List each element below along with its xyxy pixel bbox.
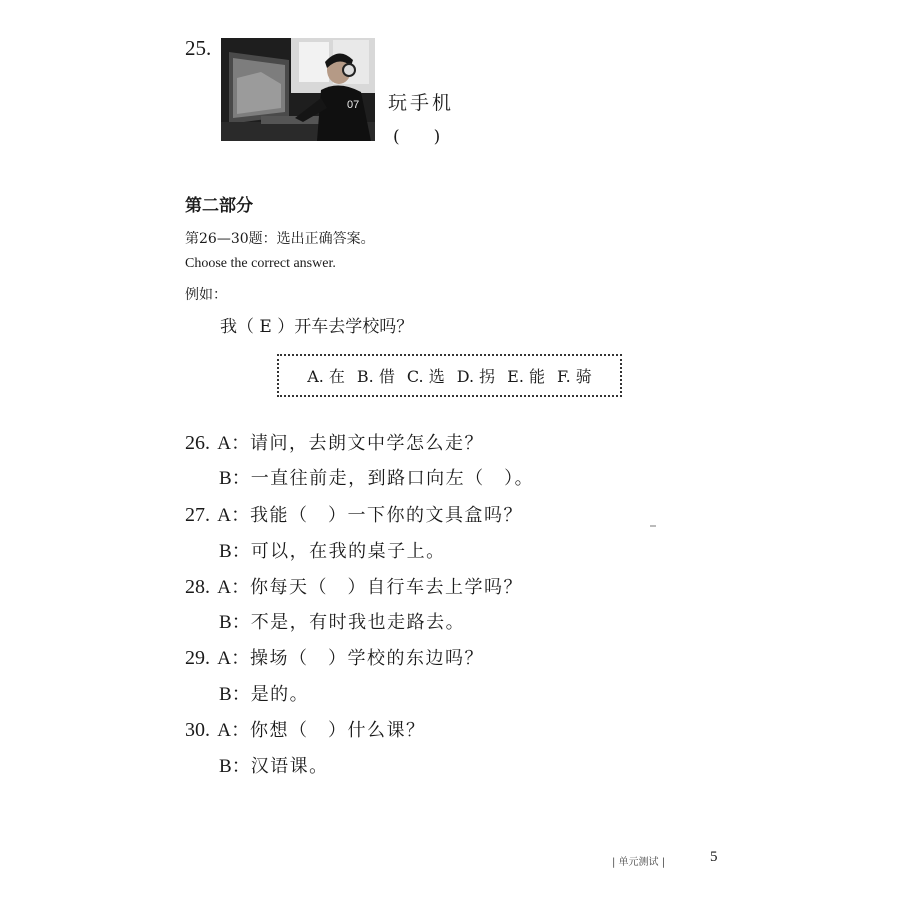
photo-illustration bbox=[221, 38, 375, 141]
question-number: 26. bbox=[185, 432, 210, 454]
question-text: 你想（ ）什么课？ bbox=[249, 720, 426, 741]
option-e: E. 能 bbox=[507, 367, 546, 386]
question-number: 27. bbox=[185, 504, 210, 526]
speaker-a: A： bbox=[217, 433, 250, 454]
example-label: 例如： bbox=[185, 287, 227, 303]
speaker-a: A： bbox=[217, 505, 250, 526]
question-text: 请问，去朗文中学怎么走？ bbox=[249, 433, 484, 454]
question-29-line-b bbox=[219, 679, 309, 706]
speaker-b: B： bbox=[219, 541, 251, 562]
page-number: 5 bbox=[710, 849, 718, 865]
question-number: 28. bbox=[185, 576, 210, 598]
speaker-a: A： bbox=[217, 577, 250, 598]
question-26-line-b bbox=[219, 463, 534, 490]
speaker-a: A： bbox=[217, 720, 250, 741]
answer-text: 一直往前走，到路口向左（ ）。 bbox=[250, 468, 535, 489]
scan-speck bbox=[650, 525, 656, 527]
option-d: D. 拐 bbox=[456, 367, 496, 386]
section-title: 第二部分 bbox=[185, 196, 253, 216]
answer-text: 不是，有时我也走路去。 bbox=[250, 612, 466, 633]
instruction-chinese: 第26—30题：选出正确答案。 bbox=[185, 231, 375, 247]
option-f: F. 骑 bbox=[557, 367, 592, 386]
instruction-english: Choose the correct answer. bbox=[185, 256, 336, 271]
svg-text:07: 07 bbox=[347, 99, 360, 111]
question-number: 30. bbox=[185, 719, 210, 741]
speaker-b: B： bbox=[219, 684, 251, 705]
speaker-b: B： bbox=[219, 612, 251, 633]
option-a: A. 在 bbox=[307, 367, 345, 386]
example-sentence: 我（ E ）开车去学校吗？ bbox=[220, 317, 414, 337]
question-text: 你每天（ ）自行车去上学吗？ bbox=[249, 577, 523, 598]
answer-blank-25: ( ) bbox=[393, 127, 441, 147]
question-number-25: 25. bbox=[185, 36, 212, 60]
question-29-line-a bbox=[185, 643, 484, 670]
question-28-line-a bbox=[185, 572, 523, 599]
answer-text: 可以，在我的桌子上。 bbox=[250, 541, 446, 562]
question-30-line-a bbox=[185, 715, 425, 742]
answer-text: 是的。 bbox=[250, 684, 310, 705]
question-number: 29. bbox=[185, 647, 210, 669]
question-30-line-b bbox=[219, 751, 329, 778]
options-box bbox=[277, 354, 622, 397]
option-b: B. 借 bbox=[356, 367, 395, 386]
speaker-b: B： bbox=[219, 756, 251, 777]
question-26-line-a bbox=[185, 428, 484, 455]
question-text: 我能（ ）一下你的文具盒吗？ bbox=[249, 505, 523, 526]
photo-caption: 玩手机 bbox=[388, 92, 455, 114]
question-28-line-b bbox=[219, 607, 465, 634]
question-27-line-b bbox=[219, 536, 446, 563]
speaker-a: A： bbox=[217, 648, 250, 669]
question-27-line-a bbox=[185, 500, 523, 527]
question-text: 操场（ ）学校的东边吗？ bbox=[249, 648, 484, 669]
footer-section-label: | 单元测试 | bbox=[612, 857, 666, 868]
answer-text: 汉语课。 bbox=[250, 756, 329, 777]
speaker-b: B： bbox=[219, 468, 251, 489]
photo-boy-playing-game bbox=[221, 38, 375, 141]
option-c: C. 选 bbox=[406, 367, 445, 386]
